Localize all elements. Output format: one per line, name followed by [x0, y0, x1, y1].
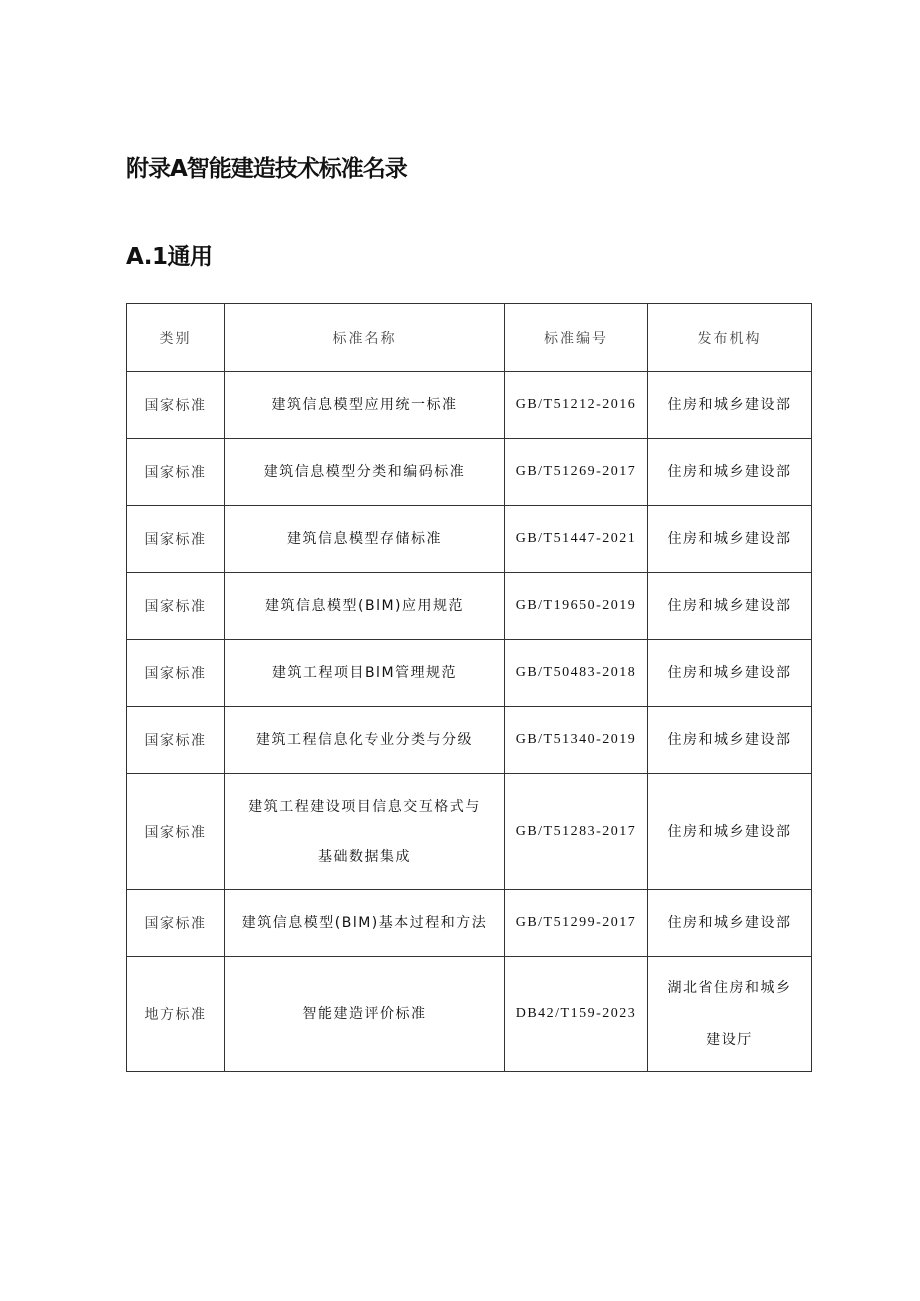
cell-category: 国家标准 — [127, 372, 225, 439]
table-row — [127, 506, 812, 573]
table-row — [127, 640, 812, 707]
cell-category: 地方标准 — [127, 957, 225, 1072]
cell-code: GB/T51283-2017 — [505, 774, 648, 890]
cell-category: 国家标准 — [127, 707, 225, 774]
table-row — [127, 774, 812, 890]
cell-code: GB/T50483-2018 — [505, 640, 648, 707]
table-row — [127, 372, 812, 439]
cell-org: 住房和城乡建设部 — [648, 573, 812, 640]
cell-name: 建筑信息模型分类和编码标准 — [225, 439, 505, 506]
cell-org-line: 湖北省住房和城乡 — [667, 980, 792, 996]
cell-org: 住房和城乡建设部 — [648, 506, 812, 573]
cell-code: GB/T19650-2019 — [505, 573, 648, 640]
standards-table — [126, 303, 812, 1072]
cell-code: GB/T51212-2016 — [505, 372, 648, 439]
cell-code: GB/T51269-2017 — [505, 439, 648, 506]
cell-org: 住房和城乡建设部 — [648, 439, 812, 506]
appendix-title: 附录A智能建造技术标准名录 — [126, 156, 407, 182]
cell-code: DB42/T159-2023 — [505, 957, 648, 1072]
cell-category: 国家标准 — [127, 774, 225, 890]
cell-name: 建筑信息模型(BlM)应用规范 — [225, 573, 505, 640]
table-header-row — [127, 304, 812, 372]
cell-org — [648, 957, 812, 1072]
section-title: A.1通用 — [126, 244, 213, 270]
table-row — [127, 573, 812, 640]
header-category: 类别 — [127, 304, 225, 372]
cell-name: 建筑信息模型存储标准 — [225, 506, 505, 573]
cell-name: 建筑信息模型(BlM)基本过程和方法 — [225, 890, 505, 957]
header-org: 发布机构 — [648, 304, 812, 372]
cell-org: 住房和城乡建设部 — [648, 890, 812, 957]
cell-category: 国家标准 — [127, 506, 225, 573]
cell-name: 建筑工程项目BlM管理规范 — [225, 640, 505, 707]
cell-category: 国家标准 — [127, 890, 225, 957]
header-name: 标准名称 — [225, 304, 505, 372]
cell-org: 住房和城乡建设部 — [648, 707, 812, 774]
table-row — [127, 890, 812, 957]
cell-code: GB/T51447-2021 — [505, 506, 648, 573]
cell-org: 住房和城乡建设部 — [648, 774, 812, 890]
cell-name-line: 基础数据集成 — [318, 848, 411, 865]
cell-code: GB/T51340-2019 — [505, 707, 648, 774]
cell-name: 建筑信息模型应用统一标准 — [225, 372, 505, 439]
cell-name — [225, 774, 505, 890]
cell-name: 建筑工程信息化专业分类与分级 — [225, 707, 505, 774]
cell-org: 住房和城乡建设部 — [648, 640, 812, 707]
cell-code: GB/T51299-2017 — [505, 890, 648, 957]
cell-org: 住房和城乡建设部 — [648, 372, 812, 439]
cell-name-line: 建筑工程建设项目信息交互格式与 — [248, 798, 481, 815]
cell-category: 国家标准 — [127, 573, 225, 640]
cell-org-line: 建设厅 — [706, 1032, 753, 1048]
cell-category: 国家标准 — [127, 439, 225, 506]
cell-name: 智能建造评价标准 — [225, 957, 505, 1072]
cell-category: 国家标准 — [127, 640, 225, 707]
header-code: 标准编号 — [505, 304, 648, 372]
table-row — [127, 957, 812, 1072]
table-row — [127, 439, 812, 506]
table-row — [127, 707, 812, 774]
